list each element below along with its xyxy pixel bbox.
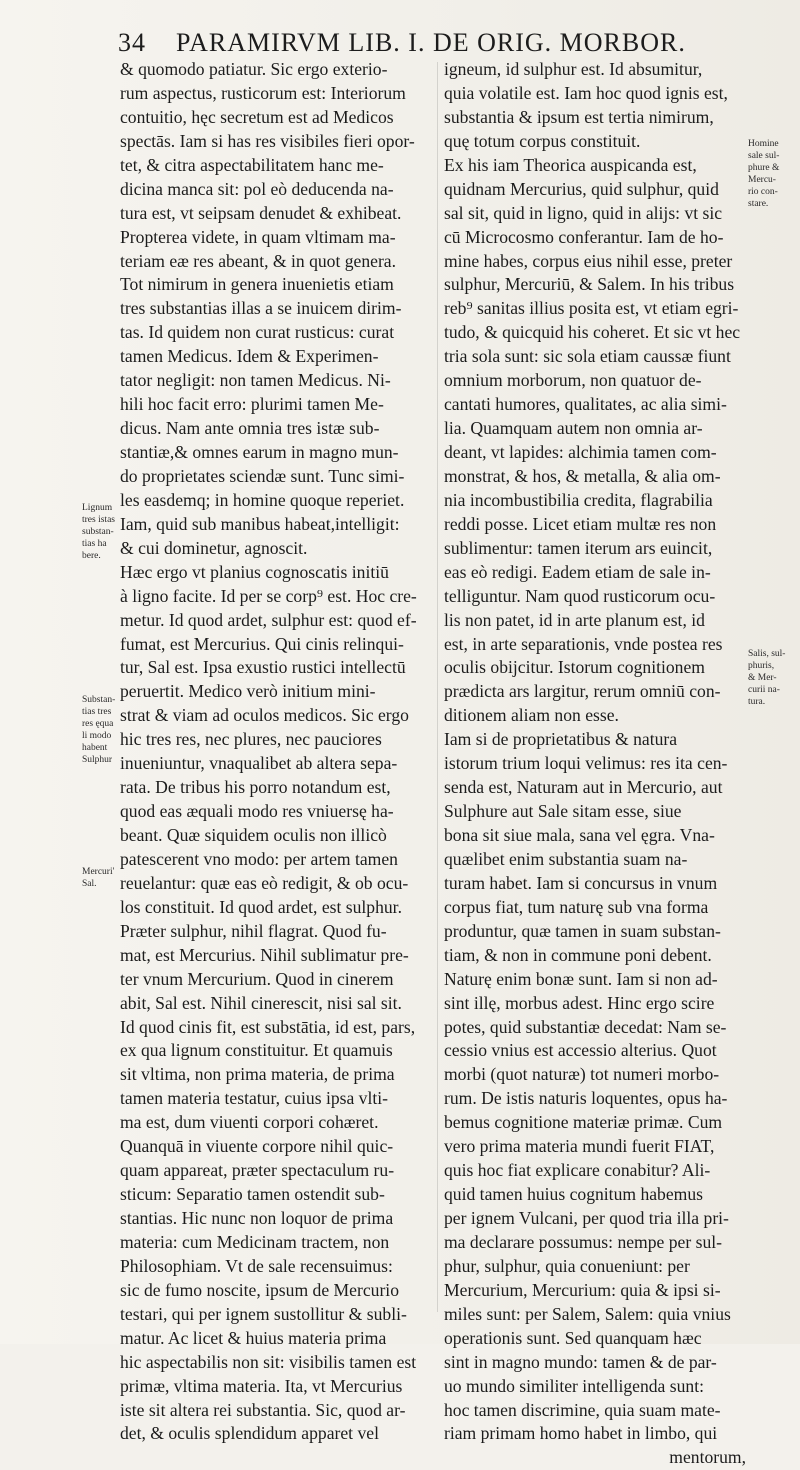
text-line: Quanquā in viuente corpore nihil quic- [120,1136,394,1157]
text-line: Tot nimirum in genera inuenietis etiam [120,274,394,295]
text-line: habent [82,743,108,753]
text-line: sint illę, morbus adest. Hinc ergo scire [444,992,715,1013]
text-line: bemus cognitione materiæ primæ. Cum [444,1112,723,1133]
text-line: rata. De tribus his porro notandum est, [120,777,391,798]
text-line: res ęqua [82,719,114,729]
text-line: teriam eæ res abeant, & in quot genera. [120,250,397,271]
text-line: morbi (quot naturæ) tot numeri morbo- [444,1064,720,1085]
text-line: stare. [748,199,769,209]
text-line: cessio vnius est accessio alterius. Quot [444,1040,717,1061]
text-line: contuitio, hęc secretum est ad Medicos [120,106,394,127]
text-line: tator negligit: non tamen Medicus. Ni- [120,370,391,391]
running-title: PARAMIRVM LIB. I. DE ORIG. MORBOR. [176,28,686,57]
text-line: tas. Id quidem non curat rusticus: curat [120,322,395,343]
text-line: eas eò redigi. Eadem etiam de sale in- [444,561,711,582]
text-line: hili hoc facit erro: plurimi tamen Me- [120,394,384,415]
text-line: strat & viam ad oculos medicos. Sic ergo [120,705,409,726]
text-line: oculis obijcitur. Istorum cognitionem [444,657,705,678]
text-line: cantati humores, qualitates, ac alia simi- [444,394,727,415]
text-line: inueniuntur, vnaqualibet ab altera sepa- [120,753,398,774]
text-line: Præter sulphur, nihil flagrat. Quod fu- [120,920,387,941]
text-line: quę totum corpus constituit. [444,130,641,151]
text-line: rio con- [748,187,778,197]
text-line: tias ha [82,539,107,549]
left-margin-note [82,866,122,890]
text-line: rum. De istis naturis loquentes, opus ha- [444,1088,728,1109]
text-line: est, in arte separationis, vnde postea res [444,633,723,654]
text-line: uo mundo similiter intelligenda sunt: [444,1375,704,1396]
text-line: lis non patet, id in arte planum est, id [444,609,705,630]
text-line: rum aspectus, rusticorum est: Interiorum [120,82,406,103]
text-line: nia incombustibilia credita, flagrabilia [444,489,713,510]
text-line: sublimentur: tamen iterum ars euincit, [444,537,713,558]
text-line: sic de fumo noscite, ipsum de Mercurio [120,1279,399,1300]
text-line: sulphur, Mercuriū, & Salem. In his tribus [444,274,735,295]
text-line: materia: cum Medicinam tractem, non [120,1231,390,1252]
text-line: riam primam homo habet in limbo, qui [444,1423,718,1444]
text-line: primæ, vltima materia. Ita, vt Mercurius [120,1375,403,1396]
text-line: fumat, est Mercurius. Qui cinis relinqui- [120,633,404,654]
text-line: tudo, & quicquid his coheret. Et sic vt hec [444,322,741,343]
text-line: phure & [748,163,780,173]
text-line: det, & oculis splendidum apparet vel [120,1423,379,1444]
text-line: quidnam Mercurius, quid sulphur, quid [444,178,719,199]
text-line: les easdemq; in homine quoque reperiet. [120,489,405,510]
text-line: monstrat, & hos, & metalla, & alia om- [444,465,721,486]
text-line: Propterea videte, in quam vltimam ma- [120,226,396,247]
page-number: 34 [118,28,146,57]
text-line: dicina manca sit: pol eò deducenda na- [120,178,394,199]
right-margin-note [748,138,796,210]
text-line: dicus. Nam ante omnia tres istæ sub- [120,418,380,439]
text-line: Mercuri' [82,867,115,877]
text-line: abit, Sal est. Nihil cinerescit, nisi sal sit. [120,992,402,1013]
text-line: hoc tamen discrimine, quia suam mate- [444,1399,721,1420]
text-line: Iam si de proprietatibus & natura [444,729,678,750]
text-line: phuris, [748,661,775,671]
text-line: mentorum, [669,1447,746,1468]
text-line: ditionem aliam non esse. [444,705,619,726]
text-line: do proprietates sciendæ sunt. Tunc simi- [120,465,405,486]
text-line: istorum trium loqui velimus: res ita cen- [444,753,728,774]
text-line: testari, qui per ignem sustollitur & subli- [120,1303,407,1324]
text-line: quam appareat, præter spectaculum ru- [120,1160,395,1181]
text-line: deant, vt lapides: alchimia tamen com- [444,442,717,462]
text-line: turam habet. Iam si concursus in vnum [444,872,718,893]
text-line: senda est, Naturam aut in Mercurio, aut [444,777,723,798]
text-line: peruertit. Medico verò initium mini- [120,681,376,702]
text-line: tamen materia testatur, cuius ipsa vlti- [120,1088,389,1109]
text-line: quid tamen huius cognitum habemus [444,1184,703,1205]
text-line: patescerent vno modo: per artem tamen [120,848,398,869]
text-line: Sulphur [82,755,113,765]
text-line: hic tres res, nec plures, nec pauciores [120,729,382,750]
text-line: ex qua lignum constituitur. Et quamuis [120,1040,393,1061]
text-line: miles sunt: per Salem, Salem: quia vnius [444,1303,731,1324]
text-line: reddi posse. Licet etiam multæ res non [444,513,717,534]
text-line: Ex his iam Theorica auspicanda est, [444,154,697,175]
right-column [444,58,746,1470]
text-line: ma declarare possumus: nempe per sul- [444,1231,722,1252]
left-margin-note [82,694,122,766]
text-line: sticum: Separatio tamen ostendit sub- [120,1184,385,1205]
text-line: Id quod cinis fit, est substātia, id est, pars, [120,1016,416,1037]
text-line: tet, & citra aspectabilitatem hanc me- [120,154,384,175]
text-line: quod eas æquali modo res vniuersę ha- [120,801,394,822]
text-line: iste sit altera rei substantia. Sic, quod ar- [120,1399,406,1420]
text-line: bere. [82,551,101,561]
text-line: produntur, quæ tamen in suam substan- [444,920,721,941]
text-line: & quomodo patiatur. Sic ergo exterio- [120,59,388,79]
text-line: Sulphure aut Sale sitam esse, siue [444,801,682,822]
text-line: tur, Sal est. Ipsa exustio rustici intellectū [120,657,406,678]
text-line: matur. Ac licet & huius materia prima [120,1327,387,1348]
text-line: tres istas [82,515,115,525]
text-line: quis hoc fiat explicare conabitur? Ali- [444,1160,711,1181]
text-line: Philosophiam. Vt de sale recensuimus: [120,1255,393,1276]
text-line: & Mer- [748,673,777,683]
text-line: Mercurium, Mercurium: quia & ipsi si- [444,1279,721,1300]
text-line: los constituit. Id quod ardet, est sulphur. [120,896,402,917]
text-line: Naturę enim bonæ sunt. Iam si non ad- [444,968,718,989]
text-line: Sal. [82,879,97,889]
text-line: operationis sunt. Sed quanquam hæc [444,1327,702,1348]
text-line: sit vltima, non prima materia, de prima [120,1064,395,1085]
right-margin-note [748,648,796,708]
text-line: tamen Medicus. Idem & Experimen- [120,346,379,367]
left-column [120,58,430,1446]
text-line: vero prima materia mundi fuerit FIAT, [444,1136,715,1157]
text-line: telliguntur. Nam quod rusticorum ocu- [444,585,716,606]
text-line: tiam, & non in commune poni debent. [444,944,712,965]
text-line: tura est, vt seipsam denudet & exhibeat. [120,202,402,223]
text-line: li modo [82,731,112,741]
text-line: tias tres [82,707,112,717]
text-line: mine habes, corpus eius nihil esse, preter [444,250,733,271]
text-line: ter vnum Mercurium. Quod in cinerem [120,968,394,989]
text-line: sal sit, quid in ligno, quid in alijs: vt sic [444,202,723,223]
text-line: omnium morborum, non quatuor de- [444,370,702,391]
text-line: quia volatile est. Iam hoc quod ignis est, [444,82,728,103]
text-line: & cui dominetur, agnoscit. [120,537,308,558]
text-line: Iam, quid sub manibus habeat,intelligit: [120,513,400,534]
text-line: sale sul- [748,151,780,161]
text-line: potes, quid substantiæ decedat: Nam se- [444,1016,727,1037]
text-line: lia. Quamquam autem non omnia ar- [444,418,703,439]
text-line: Hæc ergo vt planius cognoscatis initiū [120,561,389,582]
text-line: substan- [82,527,114,537]
text-line: Mercu- [748,175,776,185]
text-line: tria sola sunt: sic sola etiam caussæ fiunt [444,346,731,367]
text-line: ma est, dum viuenti corpori cohæret. [120,1112,379,1133]
text-line: igneum, id sulphur est. Id absumitur, [444,59,703,79]
text-line: mat, est Mercurius. Nihil sublimatur pre- [120,944,409,965]
text-line: bona sit siue mala, sana vel ęgra. Vna- [444,825,715,845]
left-margin-note [82,502,122,562]
text-line: hic aspectabilis non sit: visibilis tamen est [120,1351,417,1372]
text-line: tura. [748,697,766,707]
text-line: reuelantur: quæ eas eò redigit, & ob ocu- [120,872,409,893]
text-line: stantiæ,& omnes earum in magno mun- [120,442,399,462]
text-line: tres substantias illas a se inuicem dirim- [120,298,402,319]
text-line: stantias. Hic nunc non loquor de prima [120,1208,394,1228]
text-line: sint in magno mundo: tamen & de par- [444,1351,717,1372]
text-line: substantia & ipsum est tertia nimirum, [444,106,714,127]
text-line: prædicta ars largitur, rerum omniū con- [444,681,721,702]
text-line: metur. Id quod ardet, sulphur est: quod ef- [120,609,417,630]
text-line: Salis, sul- [748,649,786,659]
column-gutter [437,62,438,1312]
text-line: reb⁹ sanitas illius posita est, vt etiam egri- [444,298,739,319]
text-line: phur, sulphur, quia conueniunt: per [444,1255,690,1276]
text-line: à ligno facite. Id per se corp⁹ est. Hoc cre- [120,585,417,606]
text-line: Homine [748,139,779,149]
text-line: Substan- [82,695,116,705]
text-line: corpus fiat, tum naturę sub vna forma [444,896,709,917]
page-header [118,28,698,58]
text-line: spectās. Iam si has res visibiles fieri opor- [120,130,415,151]
text-line: curii na- [748,685,780,695]
text-line: cū Microcosmo conferantur. Iam de ho- [444,226,724,247]
text-line: per ignem Vulcani, per quod tria illa pri- [444,1208,729,1228]
text-line: Lignum [82,503,113,513]
text-line: quælibet enim substantia suam na- [444,848,688,869]
text-line: beant. Quæ siquidem oculis non illicò [120,825,387,845]
